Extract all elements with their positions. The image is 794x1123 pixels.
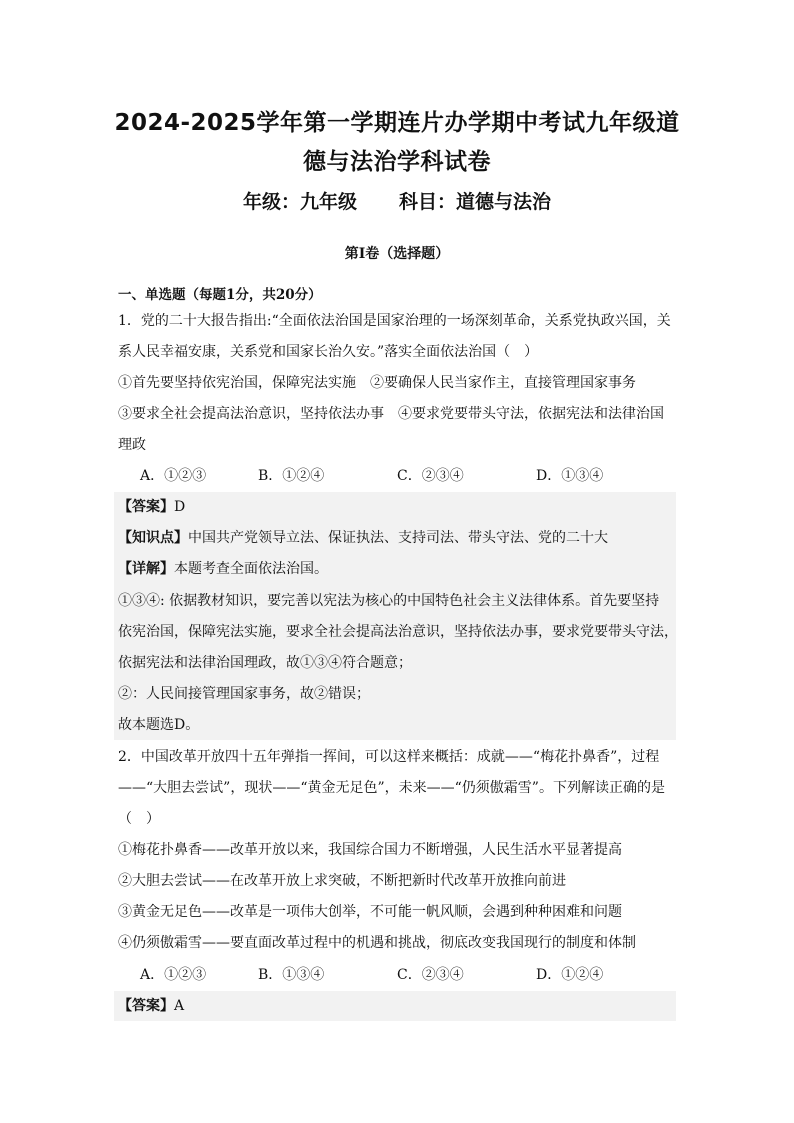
knowledge-point-text: 中国共产党领导立法、保证执法、支持司法、带头守法、党的二十大 (188, 530, 608, 546)
answer-tag: 【答案】 (118, 499, 174, 515)
q1-stem-line-1: 1．党的二十大报告指出:“全面依法治国是国家治理的一场深刻革命，关系党执政兴国，关 (118, 313, 671, 329)
q1-statement-line-1: ①首先要坚持依宪治国，保障宪法实施 ②要确保人民当家作主，直接管理国家事务 (118, 375, 636, 391)
answer-value: A (174, 998, 185, 1014)
q2-stem-line-2: ——“大胆去尝试”，现状——“黄金无足色”，未来——“仍须傲霜雪”。下列解读正确的是 (118, 780, 665, 796)
q2-stem-line-1: 2．中国改革开放四十五年弹指一挥间，可以这样来概括：成就——“梅花扑鼻香”，过程 (118, 749, 660, 765)
q1-detail (118, 559, 678, 579)
q1-stem-line-2: 系人民幸福安康，关系党和国家长治久安。”落实全面依法治国（ ） (118, 344, 539, 360)
q2-option-a: A．①②③ (140, 967, 207, 983)
q2-statement-line-4: ④仍须傲霜雪——要直面改革过程中的机遇和挑战，彻底改变我国现行的制度和体制 (118, 935, 636, 951)
q2-statement-line-3: ③黄金无足色——改革是一项伟大创举，不可能一帆风顺，会遇到种种困难和问题 (118, 904, 622, 920)
q1-option-d: D．①③④ (536, 468, 604, 484)
q2-statement-line-2: ②大胆去尝试——在改革开放上求突破，不断把新时代改革开放推向前进 (118, 873, 566, 889)
subject-label: 科目：道德与法治 (399, 191, 552, 213)
q1-detail-line-4: ②：人民间接管理国家事务，故②错误； (118, 686, 370, 702)
q2-answer (118, 996, 678, 1016)
answer-value: D (174, 499, 186, 515)
q2-statement-line-1: ①梅花扑鼻香——改革开放以来，我国综合国力不断增强，人民生活水平显著提高 (118, 842, 622, 858)
section-heading: 一、单选题（每题1分，共20分） (118, 287, 322, 303)
q2-option-b: B．①③④ (258, 967, 325, 983)
q1-statement-line-3: 理政 (118, 437, 146, 453)
answer-tag: 【答案】 (118, 998, 174, 1014)
detail-text: 本题考查全面依法治国。 (174, 561, 328, 577)
exam-title-line-1: 2024-2025学年第一学期连片办学期中考试九年级道 (114, 110, 680, 136)
grade-subject-line (0, 187, 794, 214)
grade-label: 年级：九年级 (242, 191, 357, 213)
q2-option-c: C．②③④ (397, 967, 464, 983)
q1-detail-line-1: ①③④: 依据教材知识，要完善以宪法为核心的中国特色社会主义法律体系。首先要坚持 (118, 593, 660, 609)
q2-option-d: D．①②④ (536, 967, 604, 983)
q1-detail-line-5: 故本题选D。 (118, 717, 200, 733)
q1-detail-line-3: 依据宪法和法律治国理政，故①③④符合题意； (118, 655, 412, 671)
q1-detail-line-2: 依宪治国，保障宪法实施，要求全社会提高法治意识，坚持依法办事，要求党要带头守法， (118, 624, 678, 640)
knowledge-point-tag: 【知识点】 (118, 530, 188, 546)
exam-title-line-2: 德与法治学科试卷 (303, 149, 491, 175)
q1-option-b: B．①②④ (258, 468, 325, 484)
q2-stem-line-3: （ ） (118, 811, 160, 827)
volume-title: 第Ⅰ卷（选择题） (344, 246, 450, 262)
q1-statement-line-2: ③要求全社会提高法治意识，坚持依法办事 ④要求党要带头守法，依据宪法和法律治国 (118, 406, 664, 422)
q1-knowledge-point (118, 528, 678, 548)
detail-tag: 【详解】 (118, 561, 174, 577)
q1-option-c: C．②③④ (397, 468, 464, 484)
q1-option-a: A．①②③ (140, 468, 207, 484)
q1-answer (118, 497, 678, 517)
